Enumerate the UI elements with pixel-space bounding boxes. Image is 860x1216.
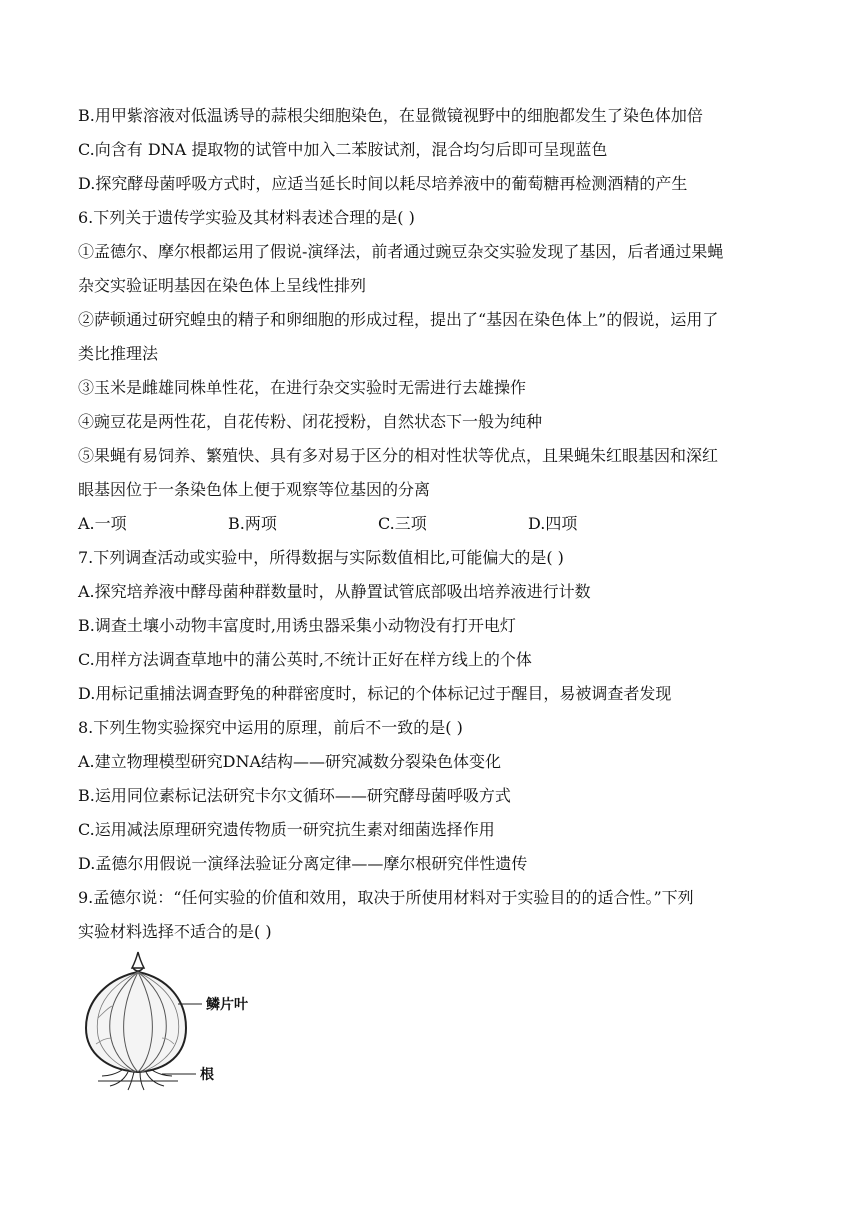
q6-item-2-line2: 类比推理法 bbox=[78, 344, 159, 363]
option-8d: D.孟德尔用假说一演绎法验证分离定律——摩尔根研究伴性遗传 bbox=[78, 854, 528, 873]
option-7c: C.用样方法调查草地中的蒲公英时,不统计正好在样方线上的个体 bbox=[78, 650, 532, 669]
option-7d: D.用标记重捕法调查野兔的种群密度时，标记的个体标记过于醒目，易被调查者发现 bbox=[78, 684, 672, 703]
option-8b: B.运用同位素标记法研究卡尔文循环——研究酵母菌呼吸方式 bbox=[78, 786, 511, 805]
option-7b: B.调查土壤小动物丰富度时,用诱虫器采集小动物没有打开电灯 bbox=[78, 616, 516, 635]
option-5b: B.用甲紫溶液对低温诱导的蒜根尖细胞染色，在显微镜视野中的细胞都发生了染色体加倍 bbox=[78, 106, 703, 125]
question-9-stem-line2: 实验材料选择不适合的是( ) bbox=[78, 922, 272, 941]
question-6-stem: 6.下列关于遗传学实验及其材料表述合理的是( ) bbox=[78, 208, 415, 227]
onion-drawing bbox=[78, 948, 298, 1098]
option-8a: A.建立物理模型研究DNA结构——研究减数分裂染色体变化 bbox=[78, 752, 502, 771]
label-scale-leaf: 鳞片叶 bbox=[206, 997, 248, 1013]
option-5d: D.探究酵母菌呼吸方式时，应适当延长时间以耗尽培养液中的葡萄糖再检测酒精的产生 bbox=[78, 174, 688, 193]
q6-option-b: B.两项 bbox=[228, 514, 277, 533]
onion-figure bbox=[78, 948, 298, 1098]
q6-item-5-line2: 眼基因位于一条染色体上便于观察等位基因的分离 bbox=[78, 480, 431, 499]
option-7a: A.探究培养液中酵母菌种群数量时，从静置试管底部吸出培养液进行计数 bbox=[78, 582, 591, 601]
q6-item-4: ④豌豆花是两性花，自花传粉、闭花授粉，自然状态下一般为纯种 bbox=[78, 412, 543, 431]
question-7-stem: 7.下列调查活动或实验中，所得数据与实际数值相比,可能偏大的是( ) bbox=[78, 548, 564, 567]
option-5c: C.向含有 DNA 提取物的试管中加入二苯胺试剂，混合均匀后即可呈现蓝色 bbox=[78, 140, 608, 159]
q6-item-3: ③玉米是雌雄同株单性花，在进行杂交实验时无需进行去雄操作 bbox=[78, 378, 527, 397]
q6-options bbox=[78, 514, 678, 534]
question-9-stem-line1: 9.孟德尔说：“任何实验的价值和效用，取决于所使用材料对于实验目的的适合性。”下列 bbox=[78, 888, 694, 907]
question-8-stem: 8.下列生物实验探究中运用的原理，前后不一致的是( ) bbox=[78, 718, 463, 737]
q6-option-a: A.一项 bbox=[78, 514, 127, 533]
q6-option-d: D.四项 bbox=[528, 514, 578, 533]
q6-item-1-line2: 杂交实验证明基因在染色体上呈线性排列 bbox=[78, 276, 367, 295]
q6-item-5-line1: ⑤果蝇有易饲养、繁殖快、具有多对易于区分的相对性状等优点，且果蝇朱红眼基因和深红 bbox=[78, 446, 719, 465]
option-8c: C.运用减法原理研究遗传物质一研究抗生素对细菌选择作用 bbox=[78, 820, 495, 839]
q6-option-c: C.三项 bbox=[378, 514, 427, 533]
label-root: 根 bbox=[200, 1067, 214, 1083]
q6-item-1-line1: ①孟德尔、摩尔根都运用了假说-演绎法，前者通过豌豆杂交实验发现了基因，后者通过果蝇 bbox=[78, 242, 724, 261]
q6-item-2-line1: ②萨顿通过研究蝗虫的精子和卵细胞的形成过程，提出了“基因在染色体上”的假说，运用了 bbox=[78, 310, 719, 329]
